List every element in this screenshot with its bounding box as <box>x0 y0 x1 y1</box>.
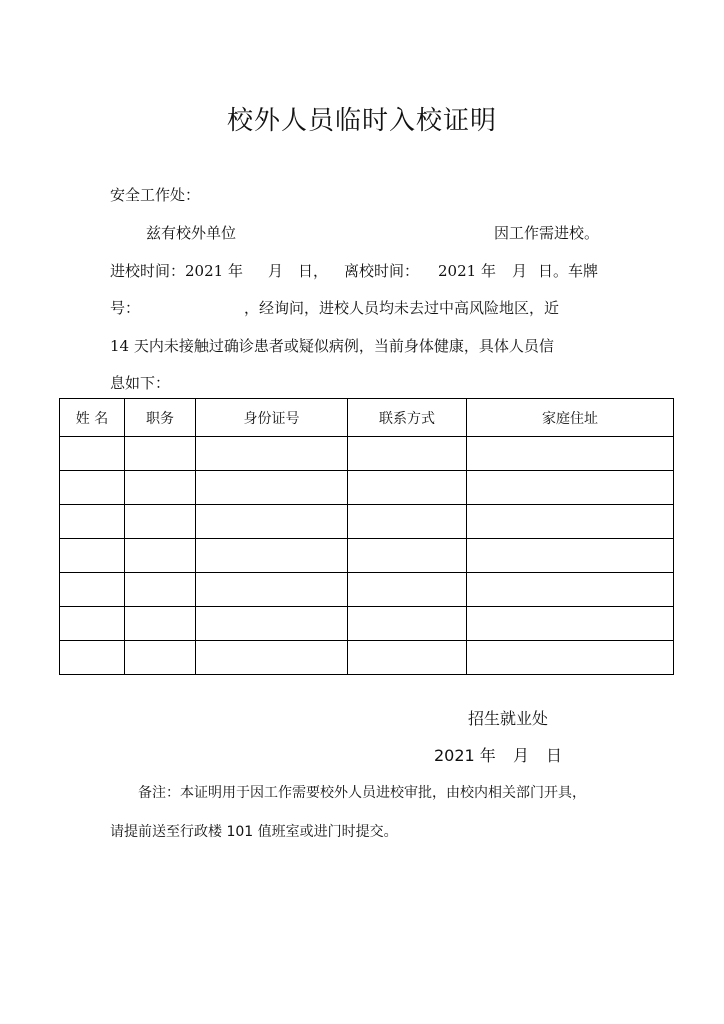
table-cell[interactable] <box>467 573 674 607</box>
note-line-1: 备注：本证明用于因工作需要校外人员进校审批，由校内相关部门开具， <box>138 785 586 801</box>
table-cell[interactable] <box>196 573 348 607</box>
table-cell[interactable] <box>348 641 467 675</box>
table-cell[interactable] <box>125 505 196 539</box>
header-name: 姓 名 <box>60 399 125 437</box>
table-cell[interactable] <box>125 641 196 675</box>
table-row <box>60 539 674 573</box>
table-cell[interactable] <box>348 573 467 607</box>
header-contact: 联系方式 <box>348 399 467 437</box>
table-cell[interactable] <box>348 505 467 539</box>
table-cell[interactable] <box>125 437 196 471</box>
table-cell[interactable] <box>196 539 348 573</box>
table-cell[interactable] <box>467 471 674 505</box>
table-row <box>60 573 674 607</box>
signature-year: 2021 年 <box>434 746 496 765</box>
table-row <box>60 471 674 505</box>
table-cell[interactable] <box>60 437 125 471</box>
document-title: 校外人员临时入校证明 <box>226 106 497 136</box>
table-header-row <box>60 399 674 437</box>
entry-time-label: 进校时间：2021 年 <box>110 262 243 280</box>
plate-label: 号： <box>110 299 141 317</box>
table-row <box>60 505 674 539</box>
body-unit-label: 兹有校外单位 <box>146 224 237 242</box>
table-cell[interactable] <box>467 641 674 675</box>
table-cell[interactable] <box>125 573 196 607</box>
inquiry-text: ，经询问，进校人员均未去过中高风险地区，近 <box>244 299 560 317</box>
table-cell[interactable] <box>196 505 348 539</box>
table-cell[interactable] <box>348 471 467 505</box>
signature-month: 月 <box>513 746 530 765</box>
entry-day: 日， <box>298 262 329 280</box>
issuing-office: 招生就业处 <box>468 709 549 728</box>
personnel-table <box>59 398 674 675</box>
table-row <box>60 641 674 675</box>
table-cell[interactable] <box>60 471 125 505</box>
salutation: 安全工作处： <box>110 186 201 204</box>
note-line-2: 请提前送至行政楼 101 值班室或进门时提交。 <box>110 824 398 840</box>
table-cell[interactable] <box>125 471 196 505</box>
table-cell[interactable] <box>196 607 348 641</box>
exit-year: 2021 年 <box>438 262 496 280</box>
exit-month: 月 <box>512 262 528 280</box>
health-text: 14 天内未接触过确诊患者或疑似病例，当前身体健康，具体人员信 <box>110 337 554 355</box>
table-cell[interactable] <box>60 539 125 573</box>
exit-time-label: 离校时间： <box>344 262 420 280</box>
table-cell[interactable] <box>196 437 348 471</box>
header-id-number: 身份证号 <box>196 399 348 437</box>
exit-day-plate: 日。车牌 <box>538 262 599 280</box>
table-cell[interactable] <box>60 505 125 539</box>
table-row <box>60 607 674 641</box>
entry-month: 月 <box>268 262 284 280</box>
table-cell[interactable] <box>348 539 467 573</box>
header-address: 家庭住址 <box>467 399 674 437</box>
table-cell[interactable] <box>125 539 196 573</box>
table-cell[interactable] <box>60 573 125 607</box>
table-cell[interactable] <box>196 471 348 505</box>
table-cell[interactable] <box>467 539 674 573</box>
table-row <box>60 437 674 471</box>
table-cell[interactable] <box>60 607 125 641</box>
header-position: 职务 <box>125 399 196 437</box>
table-cell[interactable] <box>348 607 467 641</box>
table-cell[interactable] <box>467 607 674 641</box>
info-follows: 息如下： <box>110 374 171 392</box>
signature-day: 日 <box>546 746 563 765</box>
table-cell[interactable] <box>196 641 348 675</box>
table-cell[interactable] <box>60 641 125 675</box>
table-cell[interactable] <box>467 505 674 539</box>
table-cell[interactable] <box>467 437 674 471</box>
body-reason: 因工作需进校。 <box>494 224 600 242</box>
table-cell[interactable] <box>125 607 196 641</box>
table-cell[interactable] <box>348 437 467 471</box>
